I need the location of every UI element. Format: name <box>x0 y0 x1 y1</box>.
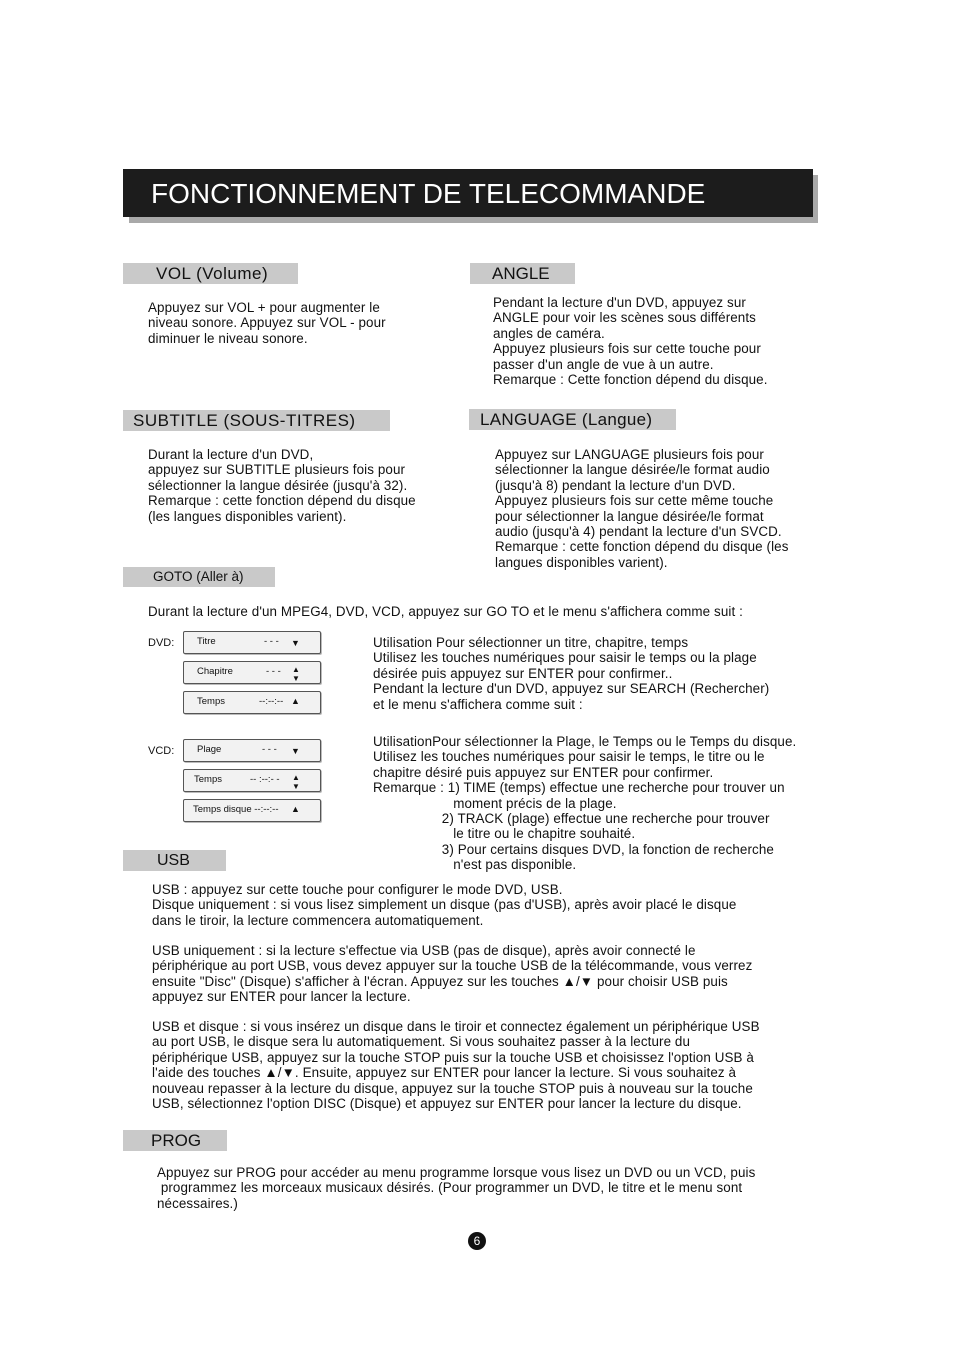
text-line: Utilisez les touches numériques pour saisir le temps ou la plage <box>373 650 757 666</box>
osd-label: Temps <box>197 696 225 707</box>
osd-label: Chapitre <box>197 666 233 677</box>
up-down-arrow-icon: ▲▼ <box>292 665 300 683</box>
osd-label: Temps disque --:--:-- <box>193 804 279 815</box>
dvd-osd-chapter-box <box>183 661 321 684</box>
usb-paragraph-1 <box>152 882 736 928</box>
text-line: périphérique au port USB, vous devez appuyer sur la touche USB de la télécommande, vous verrez <box>152 958 753 974</box>
goto-dvd-text <box>373 635 769 712</box>
goto-intro: Durant la lecture d'un MPEG4, DVD, VCD, appuyez sur GO TO et le menu s'affichera comme suit : <box>148 604 743 619</box>
text-line: n'est pas disponible. <box>373 857 577 873</box>
prog-text <box>157 1165 755 1211</box>
text-line: le titre ou le chapitre souhaité. <box>373 826 636 842</box>
text-line: périphérique USB, appuyez sur la touche STOP puis sur la touche USB et choisissez l'option USB à <box>152 1049 754 1065</box>
dvd-osd-title-box <box>183 631 321 654</box>
vol-text <box>148 300 386 346</box>
osd-label: Titre <box>197 636 216 647</box>
text-line: USB et disque : si vous insérez un disque dans le tiroir et connectez également un périphérique USB <box>152 1019 760 1034</box>
text-line: USB uniquement : si la lecture s'effectue via USB (pas de disque), après avoir connecté le <box>152 943 696 958</box>
text-line: appuyez sur ENTER pour lancer la lecture. <box>152 989 411 1005</box>
page-number: 6 <box>468 1232 486 1250</box>
text-line: langues disponibles varient). <box>495 554 668 570</box>
usb-paragraph-3 <box>152 1019 760 1111</box>
section-header-subtitle <box>123 410 390 431</box>
text-line: désirée puis appuyez sur ENTER pour confirmer.. <box>373 665 673 681</box>
text-line: Remarque : Cette fonction dépend du disque. <box>493 372 768 388</box>
text-line: pour sélectionner la langue désirée/le format <box>495 508 764 524</box>
dvd-osd-time-box <box>183 691 321 714</box>
text-line: Appuyez sur VOL + pour augmenter le <box>148 300 380 315</box>
goto-vcd-text <box>373 734 796 873</box>
up-arrow-icon: ▲ <box>291 804 300 814</box>
text-line: Appuyez sur LANGUAGE plusieurs fois pour <box>495 447 764 462</box>
text-line: (les langues disponibles varient). <box>148 508 347 524</box>
section-header-usb <box>123 850 226 871</box>
text-line: au port USB, le disque sera lu automatiquement. Si vous souhaitez passer à la lecture du <box>152 1034 691 1050</box>
osd-label: Temps <box>194 774 222 785</box>
section-heading: LANGUAGE (Langue) <box>480 410 653 429</box>
text-line: Utilisez les touches numériques pour saisir le temps, le titre ou le <box>373 749 765 765</box>
osd-value: --:--:-- <box>259 696 284 707</box>
text-line: Remarque : cette fonction dépend du disque <box>148 493 416 509</box>
angle-text <box>493 295 768 387</box>
section-header-angle <box>470 263 575 284</box>
text-line: audio (jusqu'à 4) pendant la lecture d'un SVCD. <box>495 524 782 540</box>
text-line: USB : appuyez sur cette touche pour configurer le mode DVD, USB. <box>152 882 563 897</box>
text-line: 3) Pour certains disques DVD, la fonction de recherche <box>373 841 774 857</box>
section-heading: GOTO (Aller à) <box>153 569 244 584</box>
text-line: (jusqu'à 8) pendant la lecture d'un DVD. <box>495 477 736 493</box>
osd-value: -- :--:- - <box>250 774 280 785</box>
text-line: Utilisation Pour sélectionner un titre, chapitre, temps <box>373 635 689 650</box>
osd-value: - - - <box>262 744 277 755</box>
vcd-osd-time-box <box>183 769 321 792</box>
down-arrow-icon: ▼ <box>291 638 300 648</box>
section-header-prog <box>123 1130 227 1151</box>
section-heading: SUBTITLE (SOUS-TITRES) <box>133 411 356 430</box>
text-line: Disque uniquement : si vous lisez simplement un disque (pas d'USB), après avoir placé le disque <box>152 897 737 913</box>
text-line: Remarque : cette fonction dépend du disque (les <box>495 539 789 555</box>
text-line: moment précis de la plage. <box>373 795 617 811</box>
text-line: nouveau repasser à la lecture du disque, appuyez sur la touche STOP puis à nouveau sur la touche <box>152 1080 753 1096</box>
text-line: ensuite "Disc" (Disque) s'afficher à l'écran. Appuyez sur les touches ▲/▼ pour choisir USB puis <box>152 973 728 989</box>
usb-paragraph-2 <box>152 943 752 1005</box>
section-heading: PROG <box>151 1131 202 1150</box>
down-arrow-icon: ▼ <box>291 746 300 756</box>
text-line: et le menu s'affichera comme suit : <box>373 696 583 712</box>
osd-value: - - - <box>264 636 279 647</box>
vcd-label: VCD: <box>148 745 175 757</box>
text-line: 2) TRACK (plage) effectue une recherche pour trouver <box>373 811 770 827</box>
text-line: USB, sélectionnez l'option DISC (Disque) et appuyez sur ENTER pour lancer la lecture du disque. <box>152 1096 742 1112</box>
text-line: angles de caméra. <box>493 325 605 341</box>
text-line: sélectionner la langue désirée/le format audio <box>495 462 770 478</box>
text-line: l'aide des touches ▲/▼. Ensuite, appuyez sur ENTER pour lancer la lecture. Si vous souhaitez à <box>152 1065 737 1081</box>
text-line: Appuyez plusieurs fois sur cette même touche <box>495 493 774 509</box>
text-line: chapitre désiré puis appuyez sur ENTER pour confirmer. <box>373 764 714 780</box>
text-line: dans le tiroir, la lecture commencera automatiquement. <box>152 912 484 928</box>
up-arrow-icon: ▲ <box>291 696 300 706</box>
text-line: Durant la lecture d'un DVD, <box>148 447 314 462</box>
vcd-osd-track-box <box>183 739 321 762</box>
section-header-vol <box>123 263 298 284</box>
osd-value: - - - <box>266 666 281 677</box>
text-line: Pendant la lecture d'un DVD, appuyez sur <box>493 295 746 310</box>
language-text <box>495 447 789 570</box>
text-line: appuyez sur SUBTITLE plusieurs fois pour <box>148 462 406 478</box>
dvd-label: DVD: <box>148 637 175 649</box>
up-down-arrow-icon: ▲▼ <box>292 773 300 791</box>
text-line: Appuyez plusieurs fois sur cette touche pour <box>493 341 761 357</box>
page-title: FONCTIONNEMENT DE TELECOMMANDE <box>151 178 706 209</box>
text-line: passer d'un angle de vue à un autre. <box>493 356 714 372</box>
text-line: nécessaires.) <box>157 1195 238 1211</box>
section-heading: USB <box>157 852 190 869</box>
vcd-osd-disc-time-box <box>183 799 321 822</box>
text-line: Appuyez sur PROG pour accéder au menu programme lorsque vous lisez un DVD ou un VCD, puis <box>157 1165 756 1180</box>
subtitle-text <box>148 447 416 524</box>
text-line: sélectionner la langue désirée (jusqu'à 32). <box>148 477 408 493</box>
text-line: ANGLE pour voir les scènes sous différents <box>493 310 756 326</box>
osd-label: Plage <box>197 744 222 755</box>
text-line: diminuer le niveau sonore. <box>148 330 308 346</box>
section-header-language <box>469 409 676 430</box>
section-header-goto <box>123 567 275 587</box>
section-heading: VOL (Volume) <box>156 264 269 283</box>
text-line: Remarque : 1) TIME (temps) effectue une recherche pour trouver un <box>373 780 785 796</box>
text-line: UtilisationPour sélectionner la Plage, le Temps ou le Temps du disque. <box>373 734 797 749</box>
text-line: Pendant la lecture d'un DVD, appuyez sur SEARCH (Rechercher) <box>373 681 770 697</box>
section-heading: ANGLE <box>492 264 550 283</box>
text-line: niveau sonore. Appuyez sur VOL - pour <box>148 315 386 331</box>
text-line: programmez les morceaux musicaux désirés. (Pour programmer un DVD, le titre et le menu sont <box>157 1180 743 1196</box>
